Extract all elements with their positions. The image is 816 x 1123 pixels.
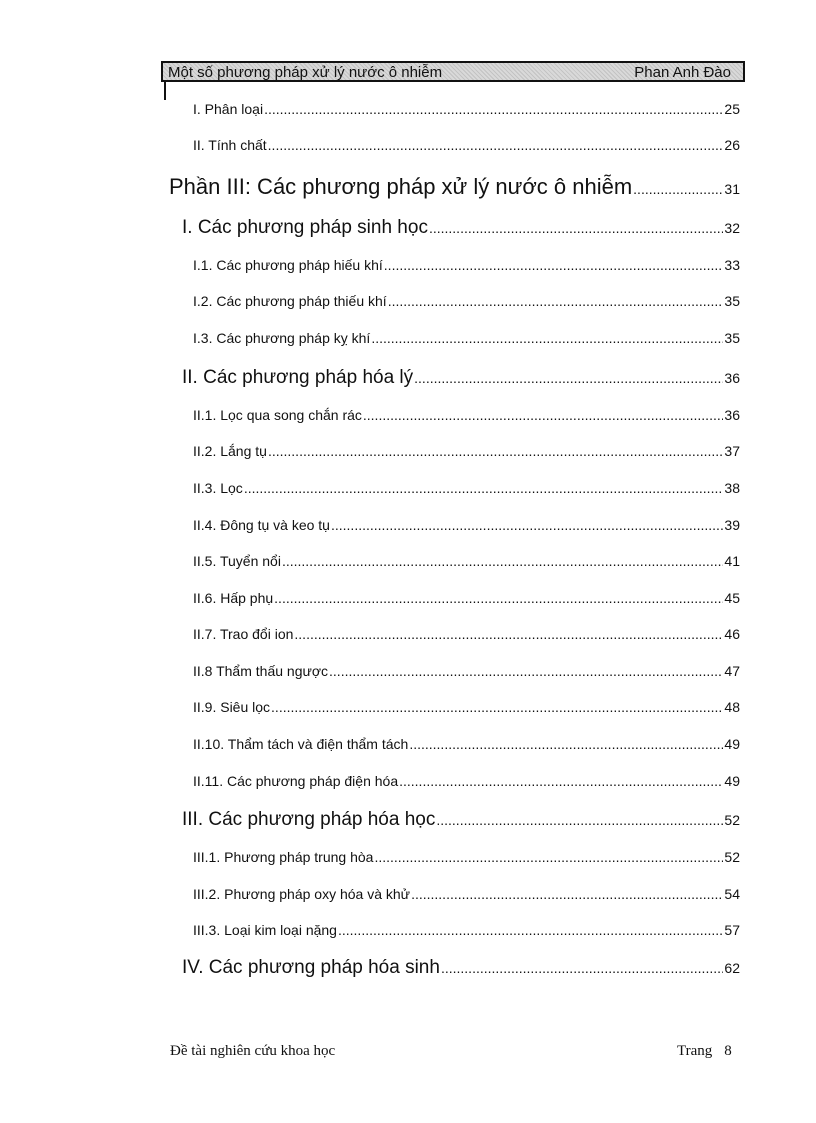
toc-entry-title: II.1. Lọc qua song chắn rác (193, 407, 362, 423)
footer-page-label: Trang (677, 1043, 713, 1059)
toc-entry-page: 38 (724, 480, 740, 496)
toc-leader-dots (268, 443, 723, 459)
toc-entry-title: I. Các phương pháp sinh học (182, 217, 428, 238)
toc-leader-dots (436, 812, 723, 828)
footer-left-text: Đề tài nghiên cứu khoa học (170, 1043, 336, 1059)
toc-entry-page: 45 (724, 590, 740, 606)
toc-entry (193, 922, 740, 938)
toc-entry (193, 407, 740, 423)
toc-entry-page: 57 (724, 922, 740, 938)
toc-entry-page: 52 (724, 849, 740, 865)
toc-entry-title: II.8 Thẩm thấu ngược (193, 663, 329, 679)
header-author: Phan Anh Đào (634, 64, 731, 81)
toc-leader-dots (264, 101, 723, 117)
toc-leader-dots (371, 330, 723, 346)
toc-leader-dots (268, 137, 724, 153)
toc-leader-dots (282, 553, 723, 569)
toc-entry-title: II.6. Hấp phụ (193, 590, 274, 606)
toc-entry-title: III.2. Phương pháp oxy hóa và khử (193, 886, 411, 902)
toc-entry (193, 293, 740, 309)
toc-entry (193, 553, 740, 569)
toc-leader-dots (294, 626, 723, 642)
toc-leader-dots (374, 849, 723, 865)
toc-leader-dots (271, 699, 723, 715)
toc-leader-dots (274, 590, 723, 606)
toc-entry-title: II.7. Trao đổi ion (193, 626, 294, 642)
toc-entry-title: II. Các phương pháp hóa lý (182, 367, 414, 388)
toc-entry-page: 54 (724, 886, 740, 902)
toc-entry-page: 47 (724, 663, 740, 679)
header-title: Một số phương pháp xử lý nước ô nhiễm (168, 64, 443, 81)
toc-section-entry (182, 809, 740, 831)
toc-part-entry (169, 174, 740, 200)
toc-entry-title: III.3. Loại kim loại nặng (193, 922, 337, 938)
footer-page-number (677, 1043, 732, 1060)
toc-entry (193, 517, 740, 533)
toc-entry-title: I.3. Các phương pháp kỵ khí (193, 330, 371, 346)
toc-entry-page: 36 (724, 370, 740, 386)
toc-leader-dots (329, 663, 723, 679)
toc-entry-title: II. Tính chất (193, 137, 267, 153)
toc-entry-page: 49 (724, 736, 740, 752)
toc-entry-page: 37 (724, 443, 740, 459)
toc-section-entry (182, 367, 740, 389)
toc-entry-title: II.9. Siêu lọc (193, 699, 271, 715)
toc-entry-title: I.1. Các phương pháp hiếu khí (193, 257, 383, 273)
toc-leader-dots (388, 293, 724, 309)
toc-entry-page: 49 (724, 773, 740, 789)
toc-leader-dots (441, 960, 723, 976)
toc-section-entry (182, 217, 740, 239)
toc-entry (193, 626, 740, 642)
toc-entry-title: II.3. Lọc (193, 480, 243, 496)
toc-leader-dots (363, 407, 724, 423)
toc-entry (193, 443, 740, 459)
toc-entry-title: IV. Các phương pháp hóa sinh (182, 957, 440, 978)
toc-entry-title: I. Phân loại (193, 101, 264, 117)
toc-entry-page: 62 (724, 960, 740, 976)
toc-entry-title: II.5. Tuyển nổi (193, 553, 281, 569)
toc-entry-page: 52 (724, 812, 740, 828)
toc-entry-title: III. Các phương pháp hóa học (182, 809, 436, 830)
toc-entry (193, 773, 740, 789)
toc-entry-title: I.2. Các phương pháp thiếu khí (193, 293, 387, 309)
toc-entry-title: II.4. Đông tụ và keo tụ (193, 517, 330, 533)
toc-entry-page: 36 (724, 407, 740, 423)
toc-entry-title: III.1. Phương pháp trung hòa (193, 849, 374, 865)
toc-entry-page: 46 (724, 626, 740, 642)
toc-section-entry (182, 957, 740, 979)
toc-entry (193, 663, 740, 679)
toc-entry (193, 101, 740, 117)
toc-entry-page: 35 (724, 330, 740, 346)
toc-entry (193, 590, 740, 606)
toc-entry (193, 736, 740, 752)
toc-entry-page: 33 (724, 257, 740, 273)
toc-leader-dots (338, 922, 723, 938)
toc-entry (193, 886, 740, 902)
toc-leader-dots (384, 257, 724, 273)
toc-entry (193, 330, 740, 346)
toc-leader-dots (409, 736, 723, 752)
footer-page-value: 8 (724, 1043, 732, 1059)
toc-entry-title: II.2. Lắng tụ (193, 443, 267, 459)
toc-leader-dots (414, 370, 723, 386)
toc-entry (193, 699, 740, 715)
toc-entry-title: II.10. Thẩm tách và điện thẩm tách (193, 736, 409, 752)
toc-entry (193, 849, 740, 865)
toc-entry-title: Phần III: Các phương pháp xử lý nước ô nhiễm (169, 174, 633, 199)
toc-leader-dots (244, 480, 724, 496)
toc-leader-dots (331, 517, 723, 533)
toc-entry-page: 32 (724, 220, 740, 236)
toc-entry-page: 26 (724, 137, 740, 153)
toc-entry-page: 39 (724, 517, 740, 533)
toc-entry (193, 480, 740, 496)
toc-entry-page: 25 (724, 101, 740, 117)
toc-entry-title: II.11. Các phương pháp điện hóa (193, 773, 399, 789)
toc-entry-page: 41 (724, 553, 740, 569)
toc-leader-dots (399, 773, 723, 789)
toc-entry (193, 257, 740, 273)
toc-leader-dots (633, 181, 723, 197)
toc-leader-dots (411, 886, 723, 902)
toc-leader-dots (429, 220, 723, 236)
toc-entry (193, 137, 740, 153)
toc-entry-page: 48 (724, 699, 740, 715)
toc-entry-page: 31 (724, 181, 740, 197)
toc-entry-page: 35 (724, 293, 740, 309)
